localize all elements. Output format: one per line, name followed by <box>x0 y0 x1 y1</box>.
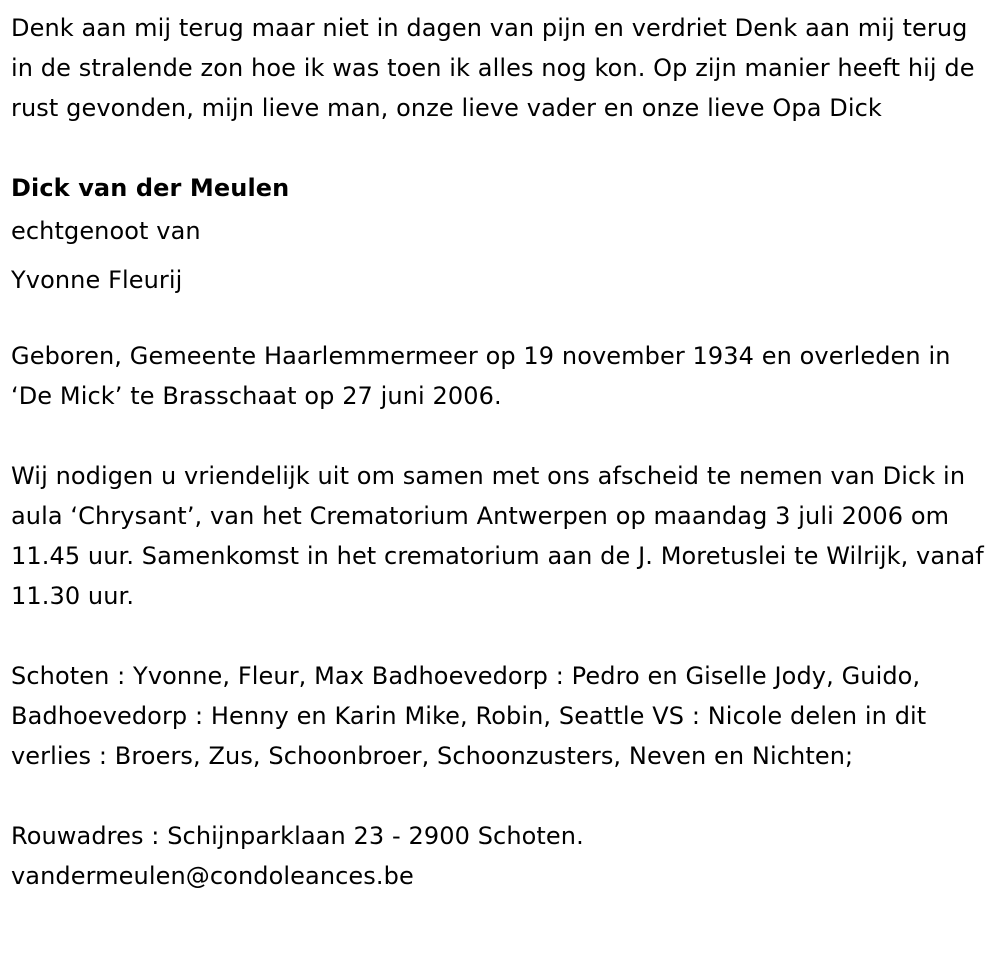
email-link[interactable]: vandermeulen@condoleances.be <box>11 862 414 890</box>
poem-paragraph: Denk aan mij terug maar niet in dagen van pijn en verdriet Denk aan mij terug in de stralende zon hoe ik was toen ik alles nog kon. Op zijn manier heeft hij de rust gevonden, mijn lieve man, onze lieve vader en onze lieve Opa Dick <box>11 14 975 122</box>
spacer <box>11 306 990 336</box>
family-paragraph: Schoten : Yvonne, Fleur, Max Badhoevedorp : Pedro en Giselle Jody, Guido, Badhoevedorp : Henny en Karin Mike, Robin, Seattle VS : Nicole delen in dit verlies : Broers, Zus, Schoonbroer, Schoonzusters, Neven en Nichten; <box>11 662 927 770</box>
birth-death-paragraph: Geboren, Gemeente Haarlemmermeer op 19 november 1934 en overleden in ‘De Mick’ te Brasschaat op 27 juni 2006. <box>11 342 951 410</box>
deceased-name: Dick van der Meulen <box>11 174 290 202</box>
spacer <box>11 128 990 168</box>
address-line: Rouwadres : Schijnparklaan 23 - 2900 Schoten. <box>11 822 584 850</box>
deceased-block <box>11 168 990 306</box>
spacer <box>11 416 990 456</box>
spacer <box>11 776 990 816</box>
spacer <box>11 616 990 656</box>
invitation-paragraph: Wij nodigen u vriendelijk uit om samen met ons afscheid te nemen van Dick in aula ‘Chrysant’, van het Crematorium Antwerpen op maandag 3 juli 2006 om 11.45 uur. Samenkomst in het crematorium aan de J. Moretuslei te Wilrijk, vanaf 11.30 uur. <box>11 462 984 610</box>
spouse-name: Yvonne Fleurij <box>11 266 183 294</box>
relation-text: echtgenoot van <box>11 217 201 245</box>
